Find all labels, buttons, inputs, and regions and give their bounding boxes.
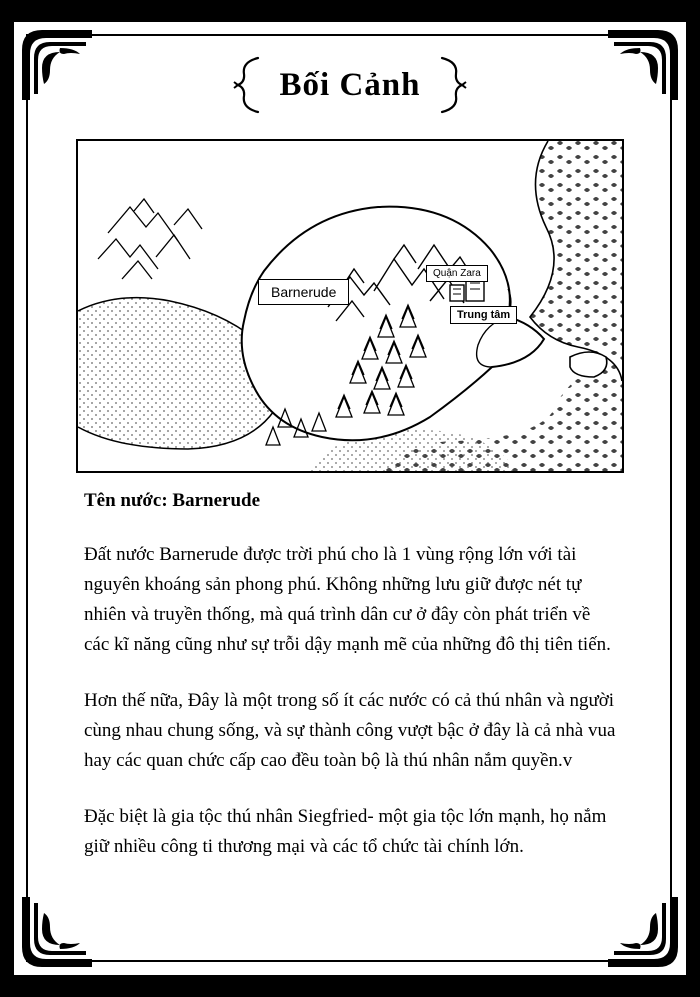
map-label-country: Barnerude (258, 279, 349, 305)
map-label-center: Trung tâm (450, 306, 517, 324)
paragraph-2: Hơn thế nữa, Đây là một trong số ít các nước có cả thú nhân và người cùng nhau chung sống, và sự thành công vượt bậc ở đây là cả nhà vua hay các quan chức cấp cao đều toàn bộ là thú nhân nắm quyền.v (84, 689, 616, 771)
paragraph-1: Đất nước Barnerude được trời phú cho là 1 vùng rộng lớn với tài nguyên khoáng sản phong phú. Không những lưu giữ được nét tự nhiên và truyền thống, mà quá trình dân cư ở đây còn phát triển về các kĩ năng cũng như sự trỗi dậy mạnh mẽ của những đô thị tiên tiến. (84, 543, 611, 655)
page-title: Bối Cảnh (279, 66, 421, 103)
map-label-district: Quận Zara (426, 265, 488, 282)
page-title-row (0, 56, 700, 114)
title-brace-left-icon (232, 56, 262, 114)
paragraph-3: Đặc biệt là gia tộc thú nhân Siegfried- một gia tộc lớn mạnh, họ nắm giữ nhiều công ti thương mại và các tổ chức tài chính lớn. (84, 805, 607, 857)
story-text-block (84, 489, 618, 862)
country-name-heading: Tên nước: Barnerude (84, 490, 261, 511)
map-illustration (76, 139, 624, 473)
title-brace-right-icon (438, 56, 468, 114)
